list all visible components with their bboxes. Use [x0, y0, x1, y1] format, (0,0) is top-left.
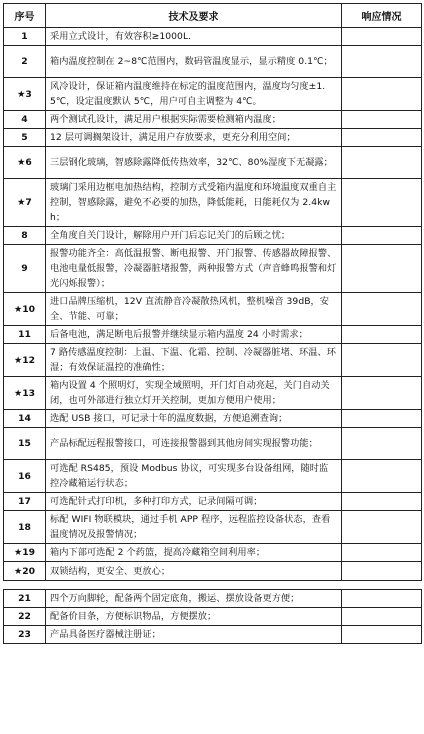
- table-row: [4, 129, 422, 147]
- table-row: [4, 111, 422, 129]
- requirement-text: 风冷设计，保证箱内温度维持在标定的温度范围内，温度均匀度±1.5℃，设定温度默认 5℃，用户可自主调整为 4℃。: [46, 78, 342, 111]
- table-row: [4, 326, 422, 344]
- requirement-text: 报警功能齐全：高低温报警、断电报警、开门报警、传感器故障报警、电池电量低报警，冷凝器脏堵报警，两种报警方式（声音蜂鸣报警和灯光闪烁报警）；: [46, 245, 342, 293]
- table-row: [4, 608, 422, 626]
- requirement-text: 7 路传感温度控制：上温、下温、化霜、控制、冷凝器脏堵、环温、环湿；有效保证温控的准确性；: [46, 344, 342, 377]
- response-cell[interactable]: [342, 147, 422, 179]
- col-header-requirements: 技术及要求: [46, 4, 342, 28]
- row-number: ★19: [4, 544, 46, 562]
- response-cell[interactable]: [342, 46, 422, 78]
- response-cell[interactable]: [342, 626, 422, 644]
- requirement-text: 可选配针式打印机，多种打印方式，记录间隔可调；: [46, 493, 342, 511]
- page-break-cell: [4, 581, 46, 590]
- table-row: [4, 626, 422, 644]
- row-number: 18: [4, 511, 46, 544]
- header-row: [4, 4, 422, 28]
- row-number: ★10: [4, 293, 46, 326]
- requirement-text: 采用立式设计，有效容积≥1000L.: [46, 28, 342, 46]
- response-cell[interactable]: [342, 377, 422, 410]
- table-row: [4, 410, 422, 428]
- row-number: 23: [4, 626, 46, 644]
- response-cell[interactable]: [342, 326, 422, 344]
- response-cell[interactable]: [342, 460, 422, 493]
- table-row: [4, 179, 422, 227]
- response-cell[interactable]: [342, 590, 422, 608]
- response-cell[interactable]: [342, 179, 422, 227]
- requirement-text: 全角度自关门设计，解除用户开门后忘记关门的后顾之忧；: [46, 227, 342, 245]
- row-number: 21: [4, 590, 46, 608]
- response-cell[interactable]: [342, 129, 422, 147]
- requirement-text: 玻璃门采用边框电加热结构，控制方式受箱内温度和环境温度双重自主控制，智感除露，避免不必要的加热，降低能耗，日能耗仅为 2.4kwh；: [46, 179, 342, 227]
- col-header-response: 响应情况: [342, 4, 422, 28]
- row-number: ★3: [4, 78, 46, 111]
- table-row: [4, 428, 422, 460]
- table-row: [4, 460, 422, 493]
- row-number: 8: [4, 227, 46, 245]
- table-body: [4, 28, 422, 644]
- requirement-text: 四个万向脚轮，配备两个固定底角，搬运、摆放设备更方便；: [46, 590, 342, 608]
- response-cell[interactable]: [342, 608, 422, 626]
- table-row: [4, 293, 422, 326]
- table-row: [4, 344, 422, 377]
- response-cell[interactable]: [342, 544, 422, 562]
- response-cell[interactable]: [342, 511, 422, 544]
- row-number: 5: [4, 129, 46, 147]
- requirement-text: 三层钢化玻璃，智感除露降低传热效率，32℃、80%湿度下无凝露；: [46, 147, 342, 179]
- requirement-text: 双锁结构，更安全、更放心；: [46, 562, 342, 581]
- row-number: 22: [4, 608, 46, 626]
- row-number: ★13: [4, 377, 46, 410]
- response-cell[interactable]: [342, 493, 422, 511]
- page-break: [4, 581, 422, 590]
- row-number: 17: [4, 493, 46, 511]
- row-number: ★12: [4, 344, 46, 377]
- requirement-text: 配备价目条，方便标识物品，方便摆放；: [46, 608, 342, 626]
- requirement-text: 可选配 RS485，预设 Modbus 协议，可实现多台设备组网，随时监控冷藏箱运行状态；: [46, 460, 342, 493]
- table-row: [4, 227, 422, 245]
- requirements-table: [3, 3, 422, 644]
- row-number: 11: [4, 326, 46, 344]
- requirement-text: 选配 USB 接口，可记录十年的温度数据，方便追溯查询；: [46, 410, 342, 428]
- table-row: [4, 493, 422, 511]
- col-header-no: 序号: [4, 4, 46, 28]
- row-number: 16: [4, 460, 46, 493]
- row-number: 9: [4, 245, 46, 293]
- response-cell[interactable]: [342, 227, 422, 245]
- requirement-text: 箱内温度控制在 2~8℃范围内，数码管温度显示，显示精度 0.1℃；: [46, 46, 342, 78]
- requirement-text: 12 层可调搁架设计，满足用户存放要求，更充分利用空间；: [46, 129, 342, 147]
- requirement-text: 箱内设置 4 个照明灯，实现全域照明，开门灯自动亮起，关门自动关闭，也可外部进行独立灯开关控制，更加方便用户使用；: [46, 377, 342, 410]
- response-cell[interactable]: [342, 245, 422, 293]
- requirement-text: 后备电池，满足断电后报警并继续显示箱内温度 24 小时需求；: [46, 326, 342, 344]
- response-cell[interactable]: [342, 78, 422, 111]
- response-cell[interactable]: [342, 111, 422, 129]
- requirement-text: 产品具备医疗器械注册证；: [46, 626, 342, 644]
- response-cell[interactable]: [342, 428, 422, 460]
- response-cell[interactable]: [342, 562, 422, 581]
- row-number: 14: [4, 410, 46, 428]
- table-row: [4, 511, 422, 544]
- table-row: [4, 562, 422, 581]
- row-number: 15: [4, 428, 46, 460]
- response-cell[interactable]: [342, 344, 422, 377]
- row-number: ★20: [4, 562, 46, 581]
- table-row: [4, 544, 422, 562]
- table-row: [4, 28, 422, 46]
- response-cell[interactable]: [342, 410, 422, 428]
- table-row: [4, 78, 422, 111]
- requirement-text: 进口品牌压缩机，12V 直流静音冷凝散热风机，整机噪音 39dB，安全、节能、可靠；: [46, 293, 342, 326]
- table-row: [4, 590, 422, 608]
- row-number: ★7: [4, 179, 46, 227]
- table-row: [4, 46, 422, 78]
- page-break-cell: [342, 581, 422, 590]
- table-row: [4, 377, 422, 410]
- requirement-text: 标配 WIFI 物联模块，通过手机 APP 程序，远程监控设备状态，查看温度情况及报警情况；: [46, 511, 342, 544]
- requirement-text: 产品标配远程报警接口，可连接报警器到其他房间实现报警功能；: [46, 428, 342, 460]
- requirement-text: 箱内下部可选配 2 个药篮，提高冷藏箱空间利用率；: [46, 544, 342, 562]
- page-break-cell: [46, 581, 342, 590]
- row-number: 4: [4, 111, 46, 129]
- response-cell[interactable]: [342, 28, 422, 46]
- table-row: [4, 245, 422, 293]
- row-number: 2: [4, 46, 46, 78]
- table-row: [4, 147, 422, 179]
- requirement-text: 两个测试孔设计，满足用户根据实际需要检测箱内温度；: [46, 111, 342, 129]
- response-cell[interactable]: [342, 293, 422, 326]
- row-number: ★6: [4, 147, 46, 179]
- row-number: 1: [4, 28, 46, 46]
